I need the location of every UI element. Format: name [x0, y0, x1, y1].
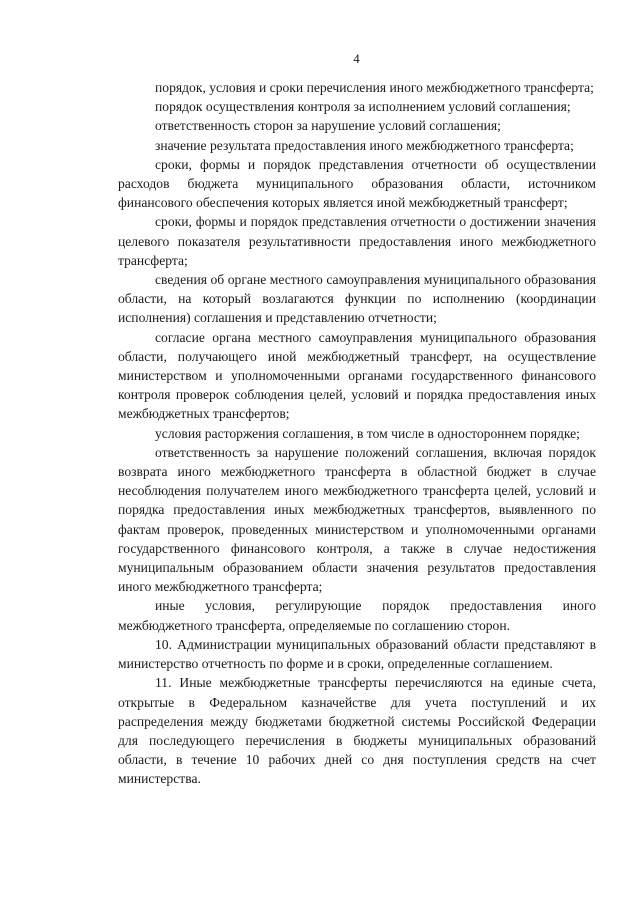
- paragraph-responsible-body: сведения об органе местного самоуправления муниципального образования области, на который возлагаются функции по исполнению (координации исполнения) соглашения и представлению отчетности;: [118, 272, 596, 326]
- paragraph-result-value: значение результата предоставления иного межбюджетного трансферта;: [155, 137, 574, 153]
- paragraph-termination-conditions: условия расторжения соглашения, в том числе в одностороннем порядке;: [155, 425, 580, 441]
- document-body: [118, 78, 596, 789]
- paragraph-audit-consent: согласие органа местного самоуправления муниципального образования области, получающего иной межбюджетный трансферт, на осуществление министерством и уполномоченными органами государственного финансового контроля проверок соблюдения целей, условий и порядка предоставления иных межбюджетных трансфертов;: [118, 329, 596, 422]
- paragraph-expense-reporting: сроки, формы и порядок представления отчетности об осуществлении расходов бюджета муниципального образования области, источником финансового обеспечения которых является иной межбюджетный трансферт;: [118, 156, 596, 211]
- paragraph-parties-responsibility: ответственность сторон за нарушение условий соглашения;: [155, 118, 501, 134]
- paragraph-transfer-terms: порядок, условия и сроки перечисления иного межбюджетного трансферта;: [155, 80, 594, 95]
- paragraph-other-conditions: иные условия, регулирующие порядок предоставления иного межбюджетного трансферта, определяемые по соглашению сторон.: [118, 598, 596, 633]
- paragraph-indicator-reporting: сроки, формы и порядок представления отчетности о достижении значения целевого показателя результативности предоставления иного межбюджетного трансферта;: [118, 214, 596, 268]
- paragraph-violation-responsibility: ответственность за нарушение положений соглашения, включая порядок возврата иного межбюджетного трансферта в областной бюджет в случае несоблюдения получателем иного межбюджетного трансферта целей, условий и порядка предоставления иных межбюджетных трансфертов, выявленного по фактам проверок, проведенных министерством и уполномоченными органами государственного финансового контроля, а также в случае недостижения муниципальным образованием области значения результатов предоставления иного межбюджетного трансферта;: [118, 444, 596, 595]
- paragraph-clause-10: 10. Администрации муниципальных образований области представляют в министерство отчетность по форме и в сроки, определенные соглашением.: [118, 636, 596, 672]
- page-number: 4: [353, 51, 360, 66]
- paragraph-control-procedure: порядок осуществления контроля за исполнением условий соглашения;: [155, 99, 571, 115]
- paragraph-clause-11: 11. Иные межбюджетные трансферты перечисляются на единые счета, открытые в Федеральном казначействе для учета поступлений и их распределения между бюджетами бюджетной системы Российской Федерации для последующего перечисления в бюджеты муниципальных образований области, в течение 10 рабочих дней со дня поступления средств на счет министерства.: [118, 675, 596, 787]
